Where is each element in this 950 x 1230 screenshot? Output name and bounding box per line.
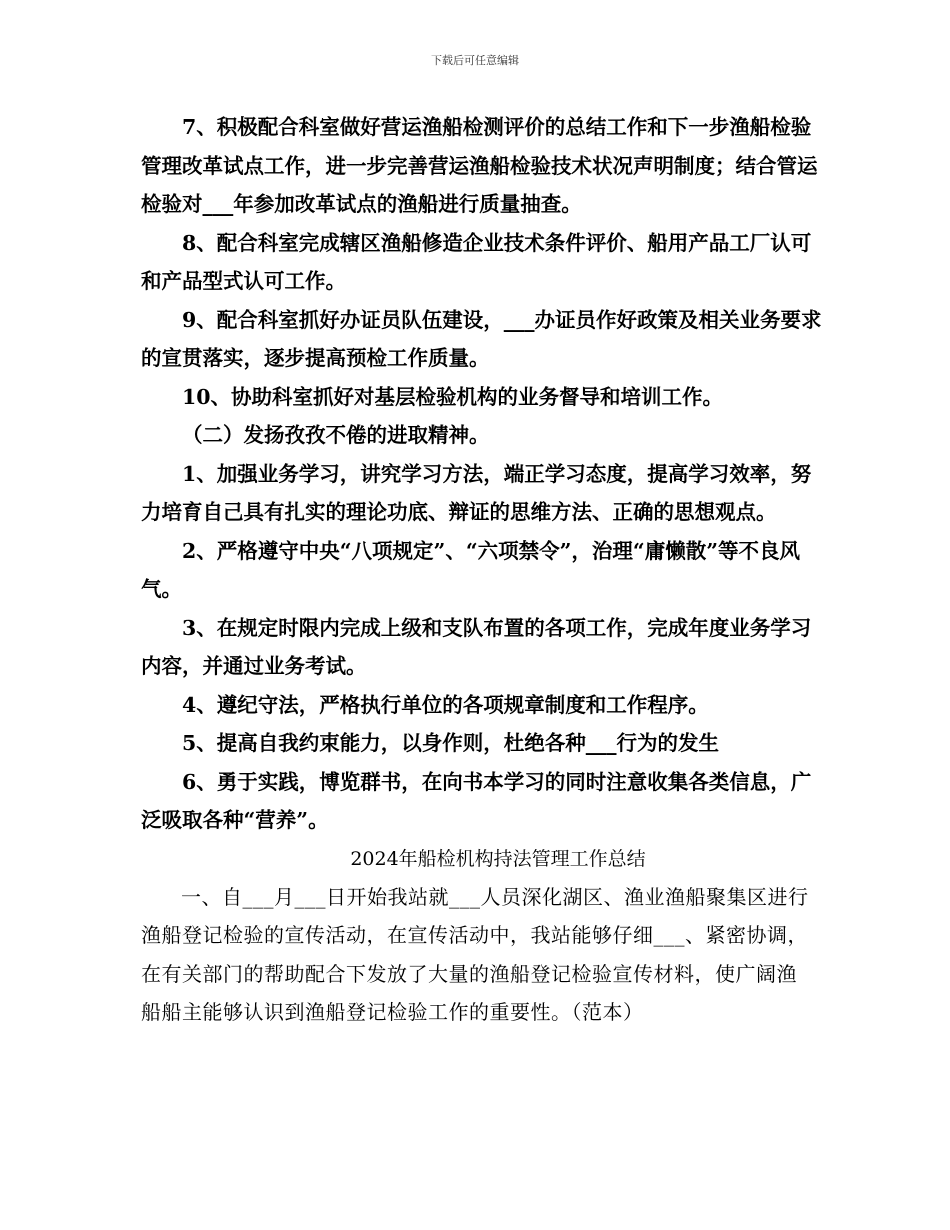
paragraph-item-5: 5、提高自我约束能力，以身作则，杜绝各种___行为的发生 <box>182 731 720 755</box>
page-header: 下载后可任意编辑 <box>431 54 519 67</box>
document-body <box>141 108 823 1032</box>
subsection-heading: （二）发扬孜孜不倦的进取精神。 <box>182 423 490 447</box>
section-paragraph: 一、自___月___日开始我站就___人员深化湖区、渔业渔船聚集区进行渔船登记检验的宣传活动，在宣传活动中，我站能够仔细___、紧密协调，在有关部门的帮助配合下发放了大量的渔船登记检验宣传材料，使广阔渔船船主能够认识到渔船登记检验工作的重要性。（范本） <box>141 884 809 1024</box>
paragraph-item-7: 7、积极配合科室做好营运渔船检测评价的总结工作和下一步渔船检验管理改革试点工作，进一步完善营运渔船检验技术状况声明制度；结合管运检验对___年参加改革试点的渔船进行质量抽查。 <box>141 115 818 216</box>
paragraph-item-2: 2、严格遵守中央“八项规定”、“六项禁令”，治理“庸懒散”等不良风气。 <box>141 538 801 601</box>
paragraph-item-10: 10、协助科室抓好对基层检验机构的业务督导和培训工作。 <box>182 384 724 409</box>
paragraph-item-1: 1、加强业务学习，讲究学习方法，端正学习态度，提高学习效率，努力培育自己具有扎实的理论功底、辩证的思维方法、正确的思想观点。 <box>141 461 812 524</box>
paragraph-item-3: 3、在规定时限内完成上级和支队布置的各项工作，完成年度业务学习内容，并通过业务考试。 <box>141 615 812 678</box>
paragraph-item-8: 8、配合科室完成辖区渔船修造企业技术条件评价、船用产品工厂认可和产品型式认可工作。 <box>141 230 812 293</box>
paragraph-item-9: 9、配合科室抓好办证员队伍建设，___办证员作好政策及相关业务要求的宣贯落实，逐步提高预检工作质量。 <box>141 307 822 370</box>
paragraph-item-4: 4、遵纪守法，严格执行单位的各项规章制度和工作程序。 <box>182 692 709 717</box>
paragraph-item-6: 6、勇于实践，博览群书，在向书本学习的同时注意收集各类信息，广泛吸取各种“营养”。 <box>141 769 812 832</box>
section-title: 2024年船检机构持法管理工作总结 <box>350 847 646 870</box>
